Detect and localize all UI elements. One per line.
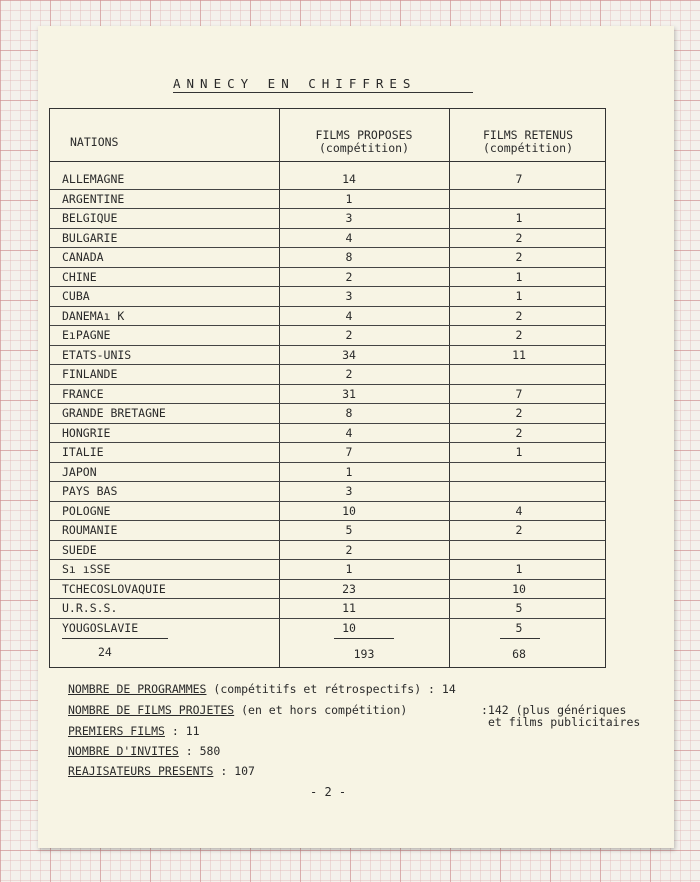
header-nations: NATIONS [70, 135, 119, 149]
table-row [50, 307, 605, 327]
row-films-retenus: 2 [515, 328, 523, 342]
stat-invites-value: : 580 [185, 744, 221, 758]
table-row [50, 482, 605, 502]
row-films-proposes: 1 [345, 191, 353, 206]
row-films-proposes: 23 [342, 581, 356, 596]
stat-films-projetes-value-line2: et films publicitaires [488, 715, 641, 729]
row-nation: U.R.S.S. [62, 601, 118, 615]
stat-films-projetes [68, 703, 407, 717]
table-row [50, 190, 605, 210]
table-row [50, 365, 605, 385]
row-films-retenus: 1 [515, 445, 523, 459]
row-nation: YOUGOSLAVIE [62, 620, 139, 635]
row-films-retenus: 7 [515, 386, 523, 401]
stat-programmes-detail: (compétitifs et rétrospectifs) : 14 [213, 682, 456, 696]
row-nation: ROUMANIE [62, 523, 118, 537]
table-row [50, 326, 605, 346]
row-nation: HONGRIE [62, 425, 111, 440]
row-nation: BULGARIE [62, 230, 118, 245]
stat-realisateurs-value: : 107 [220, 764, 255, 778]
row-nation: CHINE [62, 269, 97, 284]
row-nation: SUEDE [62, 542, 97, 557]
stat-programmes [68, 682, 456, 696]
row-films-retenus: 2 [515, 230, 523, 245]
row-nation: PAYS BAS [62, 484, 118, 498]
row-films-proposes: 3 [345, 484, 353, 498]
table-row [50, 599, 605, 619]
total-rule [500, 638, 540, 639]
row-films-proposes: 14 [342, 172, 356, 186]
row-films-retenus: 2 [515, 425, 523, 440]
table-row [50, 209, 605, 229]
header-films-proposes-line2: (compétition) [318, 141, 409, 155]
row-nation: POLOGNE [62, 503, 111, 518]
row-films-retenus: 5 [515, 601, 523, 615]
row-nation: BELGIQUE [62, 211, 118, 225]
total-nations: 24 [98, 645, 112, 659]
row-films-proposes: 2 [345, 328, 353, 342]
stat-premiers-films [68, 724, 200, 738]
row-nation: FRANCE [62, 386, 104, 401]
header-films-proposes [279, 129, 449, 155]
row-films-retenus: 1 [515, 562, 523, 576]
header-films-retenus-line1: FILMS RETENUS [482, 128, 573, 142]
row-films-retenus: 1 [515, 211, 523, 225]
table-row [50, 541, 605, 561]
row-films-proposes: 2 [345, 269, 353, 284]
stat-realisateurs [68, 764, 255, 778]
table-row [50, 560, 605, 580]
row-nation: DANEMAı K [62, 308, 125, 323]
row-films-proposes: 4 [345, 425, 353, 440]
table-row [50, 170, 605, 190]
row-nation: GRANDE BRETAGNE [62, 406, 166, 420]
nations-table [49, 108, 606, 668]
table-row [50, 385, 605, 405]
table-row [50, 346, 605, 366]
page-number: - 2 - [310, 785, 347, 799]
row-films-proposes: 1 [345, 464, 353, 479]
table-row [50, 404, 605, 424]
row-films-proposes: 3 [345, 289, 353, 303]
row-films-proposes: 8 [345, 250, 353, 264]
row-films-proposes: 2 [345, 542, 353, 557]
row-films-proposes: 11 [342, 601, 356, 615]
row-nation: ALLEMAGNE [62, 172, 125, 186]
row-nation: Sı ıSSE [62, 562, 111, 576]
stat-programmes-label: NOMBRE DE PROGRAMMES [68, 682, 207, 696]
row-nation: EıPAGNE [62, 328, 111, 342]
total-films-retenus: 68 [512, 647, 526, 661]
row-films-retenus: 4 [515, 503, 523, 518]
header-films-retenus-line2: (compétition) [482, 141, 573, 155]
table-row [50, 287, 605, 307]
table-row [50, 463, 605, 483]
stat-premiers-films-label: PREMIERS FILMS [68, 724, 165, 738]
row-nation: CUBA [62, 289, 90, 303]
row-nation: CANADA [62, 250, 104, 264]
row-films-proposes: 10 [342, 503, 356, 518]
row-nation: ETATS-UNIS [62, 347, 132, 362]
row-films-proposes: 2 [345, 367, 353, 381]
total-rule [334, 638, 394, 639]
table-row [50, 443, 605, 463]
row-films-retenus: 1 [515, 289, 523, 303]
stat-invites-label: NOMBRE D'INVITES [68, 744, 179, 758]
stat-films-projetes-value-line1: :142 (plus génériques [481, 703, 627, 717]
table-row [50, 619, 605, 639]
total-rule [62, 638, 168, 639]
table-row [50, 229, 605, 249]
row-films-retenus: 2 [515, 308, 523, 323]
row-films-proposes: 3 [345, 211, 353, 225]
row-films-proposes: 8 [345, 406, 353, 420]
document-sheet [38, 26, 674, 848]
stat-films-projetes-detail: (en et hors compétition) [241, 703, 408, 717]
stat-premiers-films-value: : 11 [171, 724, 200, 738]
table-row [50, 424, 605, 444]
header-films-retenus [449, 129, 607, 155]
total-films-proposes: 193 [353, 647, 375, 661]
row-films-proposes: 4 [345, 230, 353, 245]
row-films-proposes: 34 [342, 347, 356, 362]
row-nation: JAPON [62, 464, 97, 479]
row-nation: FINLANDE [62, 367, 118, 381]
row-films-retenus: 5 [515, 620, 523, 635]
row-films-proposes: 7 [345, 445, 353, 459]
header-films-proposes-line1: FILMS PROPOSES [315, 128, 413, 142]
header-divider [50, 161, 605, 162]
table-row [50, 502, 605, 522]
row-films-retenus: 2 [515, 523, 523, 537]
table-row [50, 521, 605, 541]
row-films-proposes: 5 [345, 523, 353, 537]
row-films-proposes: 10 [342, 620, 356, 635]
table-row [50, 248, 605, 268]
row-films-retenus: 11 [512, 347, 526, 362]
row-nation: ITALIE [62, 445, 104, 459]
row-nation: TCHECOSLOVAQUIE [62, 581, 166, 596]
row-films-retenus: 10 [512, 581, 526, 596]
document-title: ANNECY EN CHIFFRES [173, 76, 473, 93]
row-films-retenus: 2 [515, 250, 523, 264]
row-films-retenus: 7 [515, 172, 523, 186]
stat-films-projetes-label: NOMBRE DE FILMS PROJETES [68, 703, 235, 717]
stat-invites [68, 744, 220, 758]
row-films-proposes: 1 [345, 562, 353, 576]
row-nation: ARGENTINE [62, 191, 125, 206]
stat-realisateurs-label: REAJISATEURS PRESENTS [68, 764, 214, 778]
table-row [50, 580, 605, 600]
row-films-proposes: 4 [345, 308, 353, 323]
table-row [50, 268, 605, 288]
row-films-retenus: 1 [515, 269, 523, 284]
row-films-proposes: 31 [342, 386, 356, 401]
row-films-retenus: 2 [515, 406, 523, 420]
